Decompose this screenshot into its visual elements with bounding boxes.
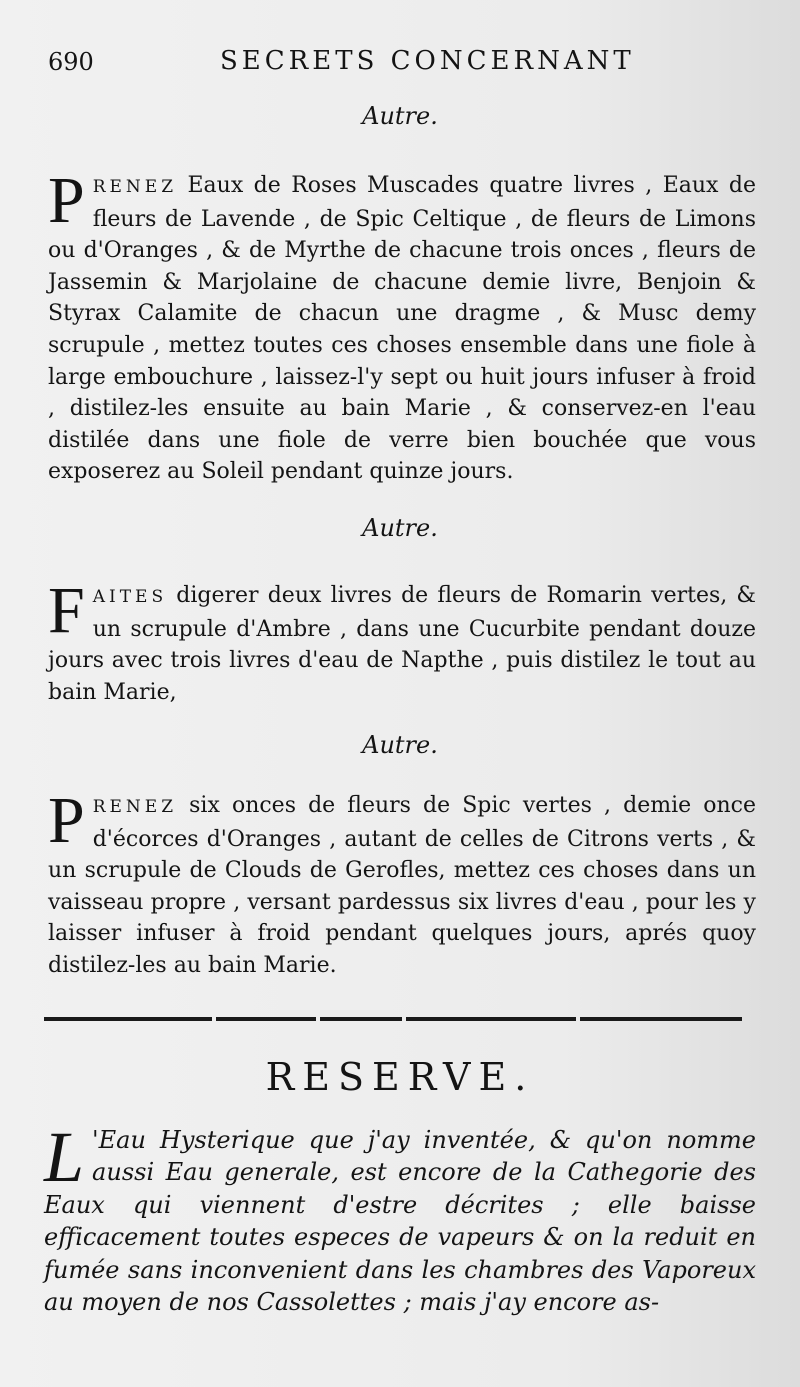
recipe-2-paragraph <box>48 574 756 708</box>
recipe-2-text: digerer deux livres de fleurs de Romarin vertes, & un scrupule d'Ambre , dans une Cucurbite pendant douze jours avec trois livres d'eau de Napthe , puis distilez le tout au bain Marie, <box>48 583 756 705</box>
recipe-1-paragraph <box>48 164 756 488</box>
divider-segment <box>320 1017 402 1021</box>
divider-segment <box>580 1017 742 1021</box>
reserve-paragraph <box>44 1117 756 1318</box>
page-header <box>40 44 760 84</box>
recipe-3-paragraph <box>48 784 756 982</box>
divider-segment <box>406 1017 576 1021</box>
recipe-3-text: six onces de fleurs de Spic vertes , demie once d'écorces d'Oranges , autant de celles de Citrons verts , & un scrupule de Clouds de Gerofles, mettez ces choses dans un vaisseau propre , versant pardessus six livres d'eau , pour les y laisser infuser à froid pendant quelques jours, aprés quoy distilez-les au bain Marie. <box>48 793 756 978</box>
running-title: SECRETS CONCERNANT <box>220 46 635 76</box>
lead-word: RENEZ <box>92 177 178 197</box>
drop-cap: P <box>48 164 85 237</box>
drop-cap: P <box>48 784 85 857</box>
lead-word: AITES <box>92 587 168 607</box>
page-number: 690 <box>48 48 94 76</box>
recipe-3-subhead: Autre. <box>362 731 438 759</box>
recipe-1-subhead: Autre. <box>362 102 438 130</box>
drop-cap: L <box>44 1117 85 1197</box>
reserve-text: 'Eau Hysterique que j'ay inventée, & qu'on nomme aussi Eau generale, est encore de la Cathegorie des Eaux qui viennent d'estre décrites ; elle baisse efficacement toutes especes de vapeurs & on la reduit en fumée sans inconvenient dans les chambres des Vaporeux au moyen de nos Cassolettes ; mais j'ay encore as- <box>44 1126 756 1317</box>
divider-segment <box>216 1017 316 1021</box>
recipe-2-subhead: Autre. <box>362 514 438 542</box>
drop-cap: F <box>48 574 85 647</box>
recipe-1-text: Eaux de Roses Muscades quatre livres , Eaux de fleurs de Lavende , de Spic Celtique , de fleurs de Limons ou d'Oranges , & de Myrthe de chacune trois onces , fleurs de Jassemin & Marjolaine de chacune demie livre, Benjoin & Styrax Calamite de chacun une dragme , & Musc demy scrupule , mettez toutes ces choses ensemble dans une fiole à large embouchure , laissez-l'y sept ou huit jours infuser à froid , distilez-les ensuite au bain Marie , & conservez-en l'eau distilée dans une fiole de verre bien bouchée que vous exposerez au Soleil pendant quinze jours. <box>48 173 756 485</box>
section-divider <box>44 1017 742 1023</box>
lead-word: RENEZ <box>92 797 178 817</box>
divider-segment <box>44 1017 212 1021</box>
reserve-heading: RESERVE. <box>265 1055 535 1099</box>
